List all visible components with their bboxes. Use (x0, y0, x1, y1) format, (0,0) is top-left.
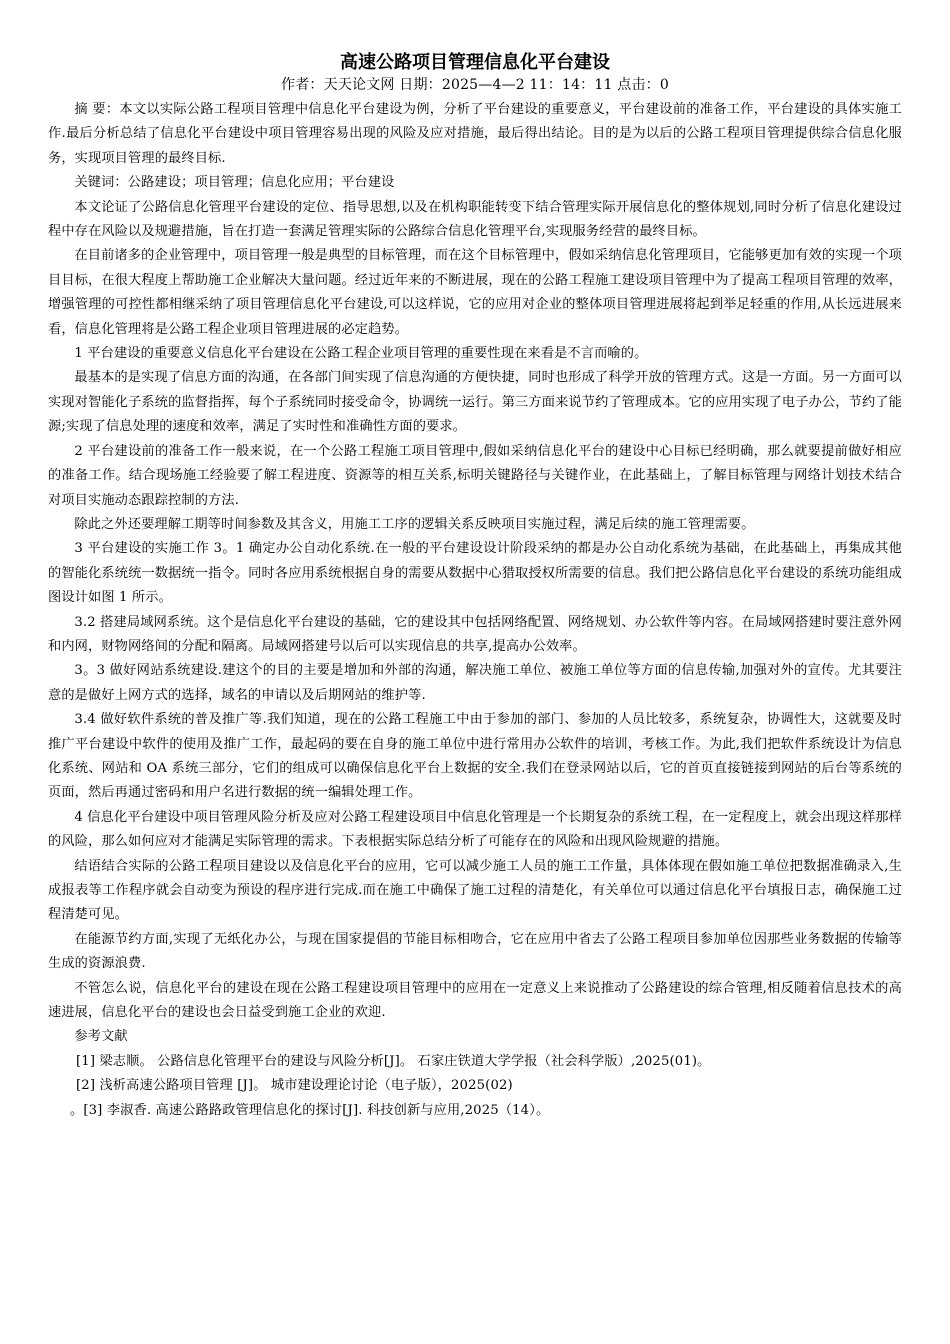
references-heading: 参考文献 (74, 1029, 128, 1045)
section-3-2-paragraph: 3.2 搭建局域网系统。这个是信息化平台建设的基础，它的建设其中包括网络配置、网络规划、办公软件等内容。在局域网搭建时要注意外网和内网，财物网络间的分配和隔离。局域网搭建号以后可以实现信息的共享,提高办公效率。 (48, 614, 902, 654)
body-paragraph: 在能源节约方面,实现了无纸化办公，与现在国家提倡的节能目标相吻合，它在应用中省去了公路工程项目参加单位因那些业务数据的传输等生成的资源浪费. (48, 931, 902, 972)
conclusion-paragraph: 结语结合实际的公路工程项目建设以及信息化平台的应用，它可以减少施工人员的施工工作量，具体体现在假如施工单位把数据准确录入,生成报表等工作程序就会自动变为预设的程序进行完成.而在施工中确保了施工过程的清楚化，有关单位可以通过信息化平台填报日志，确保施工过程清楚可见。 (48, 858, 902, 923)
abstract-paragraph: 摘 要：本文以实际公路工程项目管理中信息化平台建设为例，分析了平台建设的重要意义，平台建设前的准备工作，平台建设的具体实施工作.最后分析总结了信息化平台建设中项目管理容易出现的风险及应对措施，最后得出结论。目的是为以后的公路工程项目管理提供综合信息化服务，实现项目管理的最终目标. (48, 102, 902, 166)
section-3-4-paragraph: 3.4 做好软件系统的普及推广等.我们知道，现在的公路工程施工中由于参加的部门、参加的人员比较多，系统复杂，协调性大，这就要及时推广平台建设中软件的使用及推广工作，最起码的要在自身的施工单位中进行常用办公软件的培训，考核工作。为此,我们把软件系统设计为信息化系统、网站和 OA 系统三部分，它们的组成可以确保信息化平台上数据的安全.我们在登录网站以后，它的首页直接链接到网站的后台等系统的页面，然后再通过密码和用户名进行数据的统一编辑处理工作。 (48, 712, 902, 801)
body-paragraph: 在目前诸多的企业管理中，项目管理一般是典型的目标管理，而在这个目标管理中，假如采纳信息化管理项目，它能够更加有效的实现一个项目目标，在很大程度上帮助施工企业解决大量问题。经过近年来的不断进展，现在的公路工程施工建设项目管理中为了提高工程项目管理的效率，增强管理的可控性都相继采纳了项目管理信息化平台建设,可以这样说，它的应用对企业的整体项目管理进展将起到举足轻重的作用,从长远进展来看，信息化管理将是公路工程企业项目管理进展的必定趋势。 (48, 248, 902, 337)
article-meta: 作者：天天论文网 日期：2025—4—2 11：14：11 点击：0 (281, 77, 669, 93)
article-title: 高速公路项目管理信息化平台建设 (340, 52, 610, 73)
reference-item: 。[3] 李淑香. 高速公路路政管理信息化的探讨[J]. 科技创新与应用,2025（14）。 (70, 1102, 550, 1118)
reference-item: [2] 浅析高速公路项目管理 [J]。 城市建设理论讨论（电子版），2025(02) (76, 1078, 513, 1094)
section-3-paragraph: 3 平台建设的实施工作 3。1 确定办公自动化系统.在一般的平台建设设计阶段采纳的都是办公自动化系统为基础，在此基础上，再集成其他的智能化系统统一数据统一指令。同时各应用系统根据自身的需要从数据中心猎取授权所需要的信息。我们把公路信息化平台建设的系统功能组成图设计如图 1 所示。 (48, 541, 902, 606)
section-4-paragraph: 4 信息化平台建设中项目管理风险分析及应对公路工程建设项目中信息化管理是一个长期复杂的系统工程，在一定程度上，就会出现这样那样的风险，那么如何应对才能满足实际管理的需求。下表根据实际总结分析了可能存在的风险和出现风险规避的措施。 (48, 809, 902, 850)
body-paragraph: 本文论证了公路信息化管理平台建设的定位、指导思想,以及在机构职能转变下结合管理实际开展信息化的整体规划,同时分析了信息化建设过程中存在风险以及规避措施，旨在打造一套满足管理实际的公路综合信息化管理平台,实现服务经营的最终目标。 (48, 199, 902, 240)
body-paragraph: 不管怎么说，信息化平台的建设在现在公路工程建设项目管理中的应用在一定意义上来说推动了公路建设的综合管理,相反随着信息技术的高速进展，信息化平台的建设也会日益受到施工企业的欢迎. (48, 980, 902, 1021)
reference-list (48, 1050, 902, 1123)
section-2-paragraph: 2 平台建设前的准备工作一般来说，在一个公路工程施工项目管理中,假如采纳信息化平台的建设中心目标已经明确，那么就要提前做好相应的准备工作。结合现场施工经验要了解工程进度、资源等的相互关系,标明关键路径与关键作业，在此基础上，了解目标管理与网络计划技术结合对项目实施动态跟踪控制的方法. (48, 443, 902, 508)
section-1-paragraph: 1 平台建设的重要意义信息化平台建设在公路工程企业项目管理的重要性现在来看是不言而喻的。 (74, 346, 648, 362)
article-body (48, 98, 902, 1050)
reference-item: [1] 梁志顺。 公路信息化管理平台的建设与风险分析[J]。 石家庄铁道大学学报（社会科学版）,2025(01)。 (76, 1053, 711, 1069)
body-paragraph: 除此之外还要理解工期等时间参数及其含义，用施工工序的逻辑关系反映项目实施过程，满足后续的施工管理需要。 (74, 516, 755, 532)
section-3-3-paragraph: 3。3 做好网站系统建设.建这个的目的主要是增加和外部的沟通，解决施工单位、被施工单位等方面的信息传输,加强对外的宣传。尤其要注意的是做好上网方式的选择，域名的申请以及后期网站的维护等. (48, 663, 902, 703)
keywords-paragraph: 关键词：公路建设；项目管理；信息化应用；平台建设 (74, 175, 395, 191)
body-paragraph: 最基本的是实现了信息方面的沟通，在各部门间实现了信息沟通的方便快捷，同时也形成了科学开放的管理方式。这是一方面。另一方面可以实现对智能化子系统的监督指挥，每个子系统同时接受命令，协调统一运行。第三方面来说节约了管理成本。它的应用实现了电子办公，节约了能源;实现了信息处理的速度和效率，满足了实时性和准确性方面的要求。 (48, 370, 902, 435)
